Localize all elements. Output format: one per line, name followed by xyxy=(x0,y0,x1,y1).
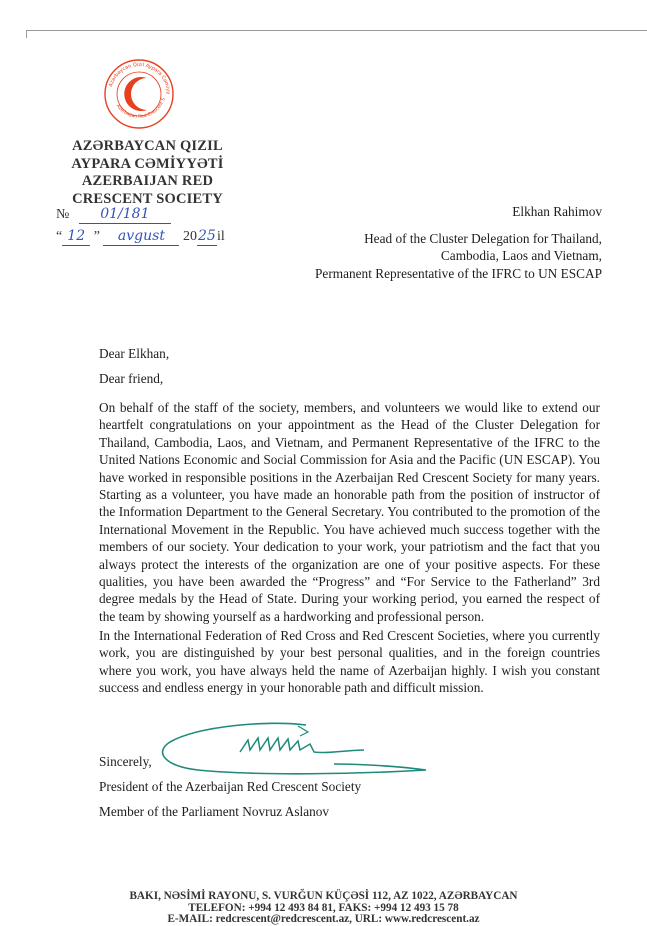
footer-phone-fax: TELEFON: +994 12 493 84 81, FAKS: +994 12 493 15 78 xyxy=(188,902,459,914)
date-open-quote: “ xyxy=(56,229,63,244)
recipient-name: Elkhan Rahimov xyxy=(512,204,602,219)
signer-line-2: Member of the Parliament Novruz Aslanov xyxy=(99,804,330,819)
registration-number xyxy=(56,206,171,224)
date-suffix: il xyxy=(216,229,225,244)
org-line-2: AYPARA CƏMİYYƏTİ xyxy=(71,155,224,172)
greeting-1: Dear Elkhan, xyxy=(99,346,170,361)
footer-email-url: E-MAIL: redcrescent@redcrescent.az, URL: www.redcrescent.az xyxy=(167,913,480,925)
greeting-2: Dear friend, xyxy=(99,371,164,386)
handwritten-signature xyxy=(158,720,433,780)
date-year-prefix: 20 xyxy=(182,229,197,244)
recipient-title-line-3: Permanent Representative of the IFRC to UN ESCAP xyxy=(315,265,602,281)
recipient-title-line-2: Cambodia, Laos and Vietnam, xyxy=(440,248,602,263)
top-rule xyxy=(26,30,647,31)
recipient-title-line-1: Head of the Cluster Delegation for Thailand, xyxy=(364,230,602,246)
registration-date xyxy=(56,228,225,246)
date-day: 12 xyxy=(67,228,86,244)
red-crescent-logo xyxy=(103,58,175,130)
sincerely: Sincerely, xyxy=(99,754,152,769)
top-rule-tick xyxy=(26,30,27,38)
date-year-suffix: 25 xyxy=(198,228,216,244)
svg-text:Azerbaijan Red Crescent Societ: Azerbaijan Red Crescent S xyxy=(114,97,167,120)
signer-line-1: President of the Azerbaijan Red Crescent Society xyxy=(99,779,362,794)
svg-text:Azərbaycan Qızıl Aypara Cəmiyy: Azərbaycan Qızıl Aypara Cəmiyy xyxy=(108,61,172,95)
paragraph-2: In the International Federation of Red Cross and Red Crescent Societies, where you currently work, you are distinguished by your best personal qualities, and in the foreign countries where you work, you have always held the name of Azerbaijan highly. I wish you constant success and endless energy in your honorable path and difficult mission. xyxy=(99,628,600,696)
footer-address: BAKI, NƏSİMİ RAYONU, S. VURĞUN KÜÇƏSİ 112, AZ 1022, AZƏRBAYCAN xyxy=(129,890,518,902)
number-value: 01/181 xyxy=(100,206,150,222)
number-label: № xyxy=(56,207,70,222)
org-line-3: AZERBAIJAN RED xyxy=(81,173,214,189)
org-line-4: CRESCENT SOCIETY xyxy=(72,190,223,207)
paragraph-1: On behalf of the staff of the society, members, and volunteers we would like to extend our heartfelt congratulations on your appointment as the Head of the Cluster Delegation for Thailand, Cambodia, Laos, and Vietnam, and Permanent Representative of the IFRC to the United Nations Economic and Social Commission for Asia and the Pacific (UN ESCAP). You have worked in responsible positions in the Azerbaijan Red Crescent Society for many years. Starting as a volunteer, you have made an honorable path from the position of instructor of the Information Department to the General Secretary. You contributed to the promotion of the International Movement in the Republic. You have achieved much success together with the members of our society. Your dedication to your work, your patriotism and the fact that you always protect the interests of the organization are one of your positive aspects. For these qualities, you have been awarded the “Progress” and “For Service to the Fatherland” 3rd degree medals by the Head of State. During your working period, you earned the respect of the team by showing yourself as a hardworking and professional person. xyxy=(99,400,600,624)
organization-name xyxy=(60,138,235,208)
org-line-1: AZƏRBAYCAN QIZIL xyxy=(72,138,223,154)
recipient-block xyxy=(315,203,602,282)
date-close-quote: ” xyxy=(93,229,100,244)
date-month: avgust xyxy=(117,228,165,244)
